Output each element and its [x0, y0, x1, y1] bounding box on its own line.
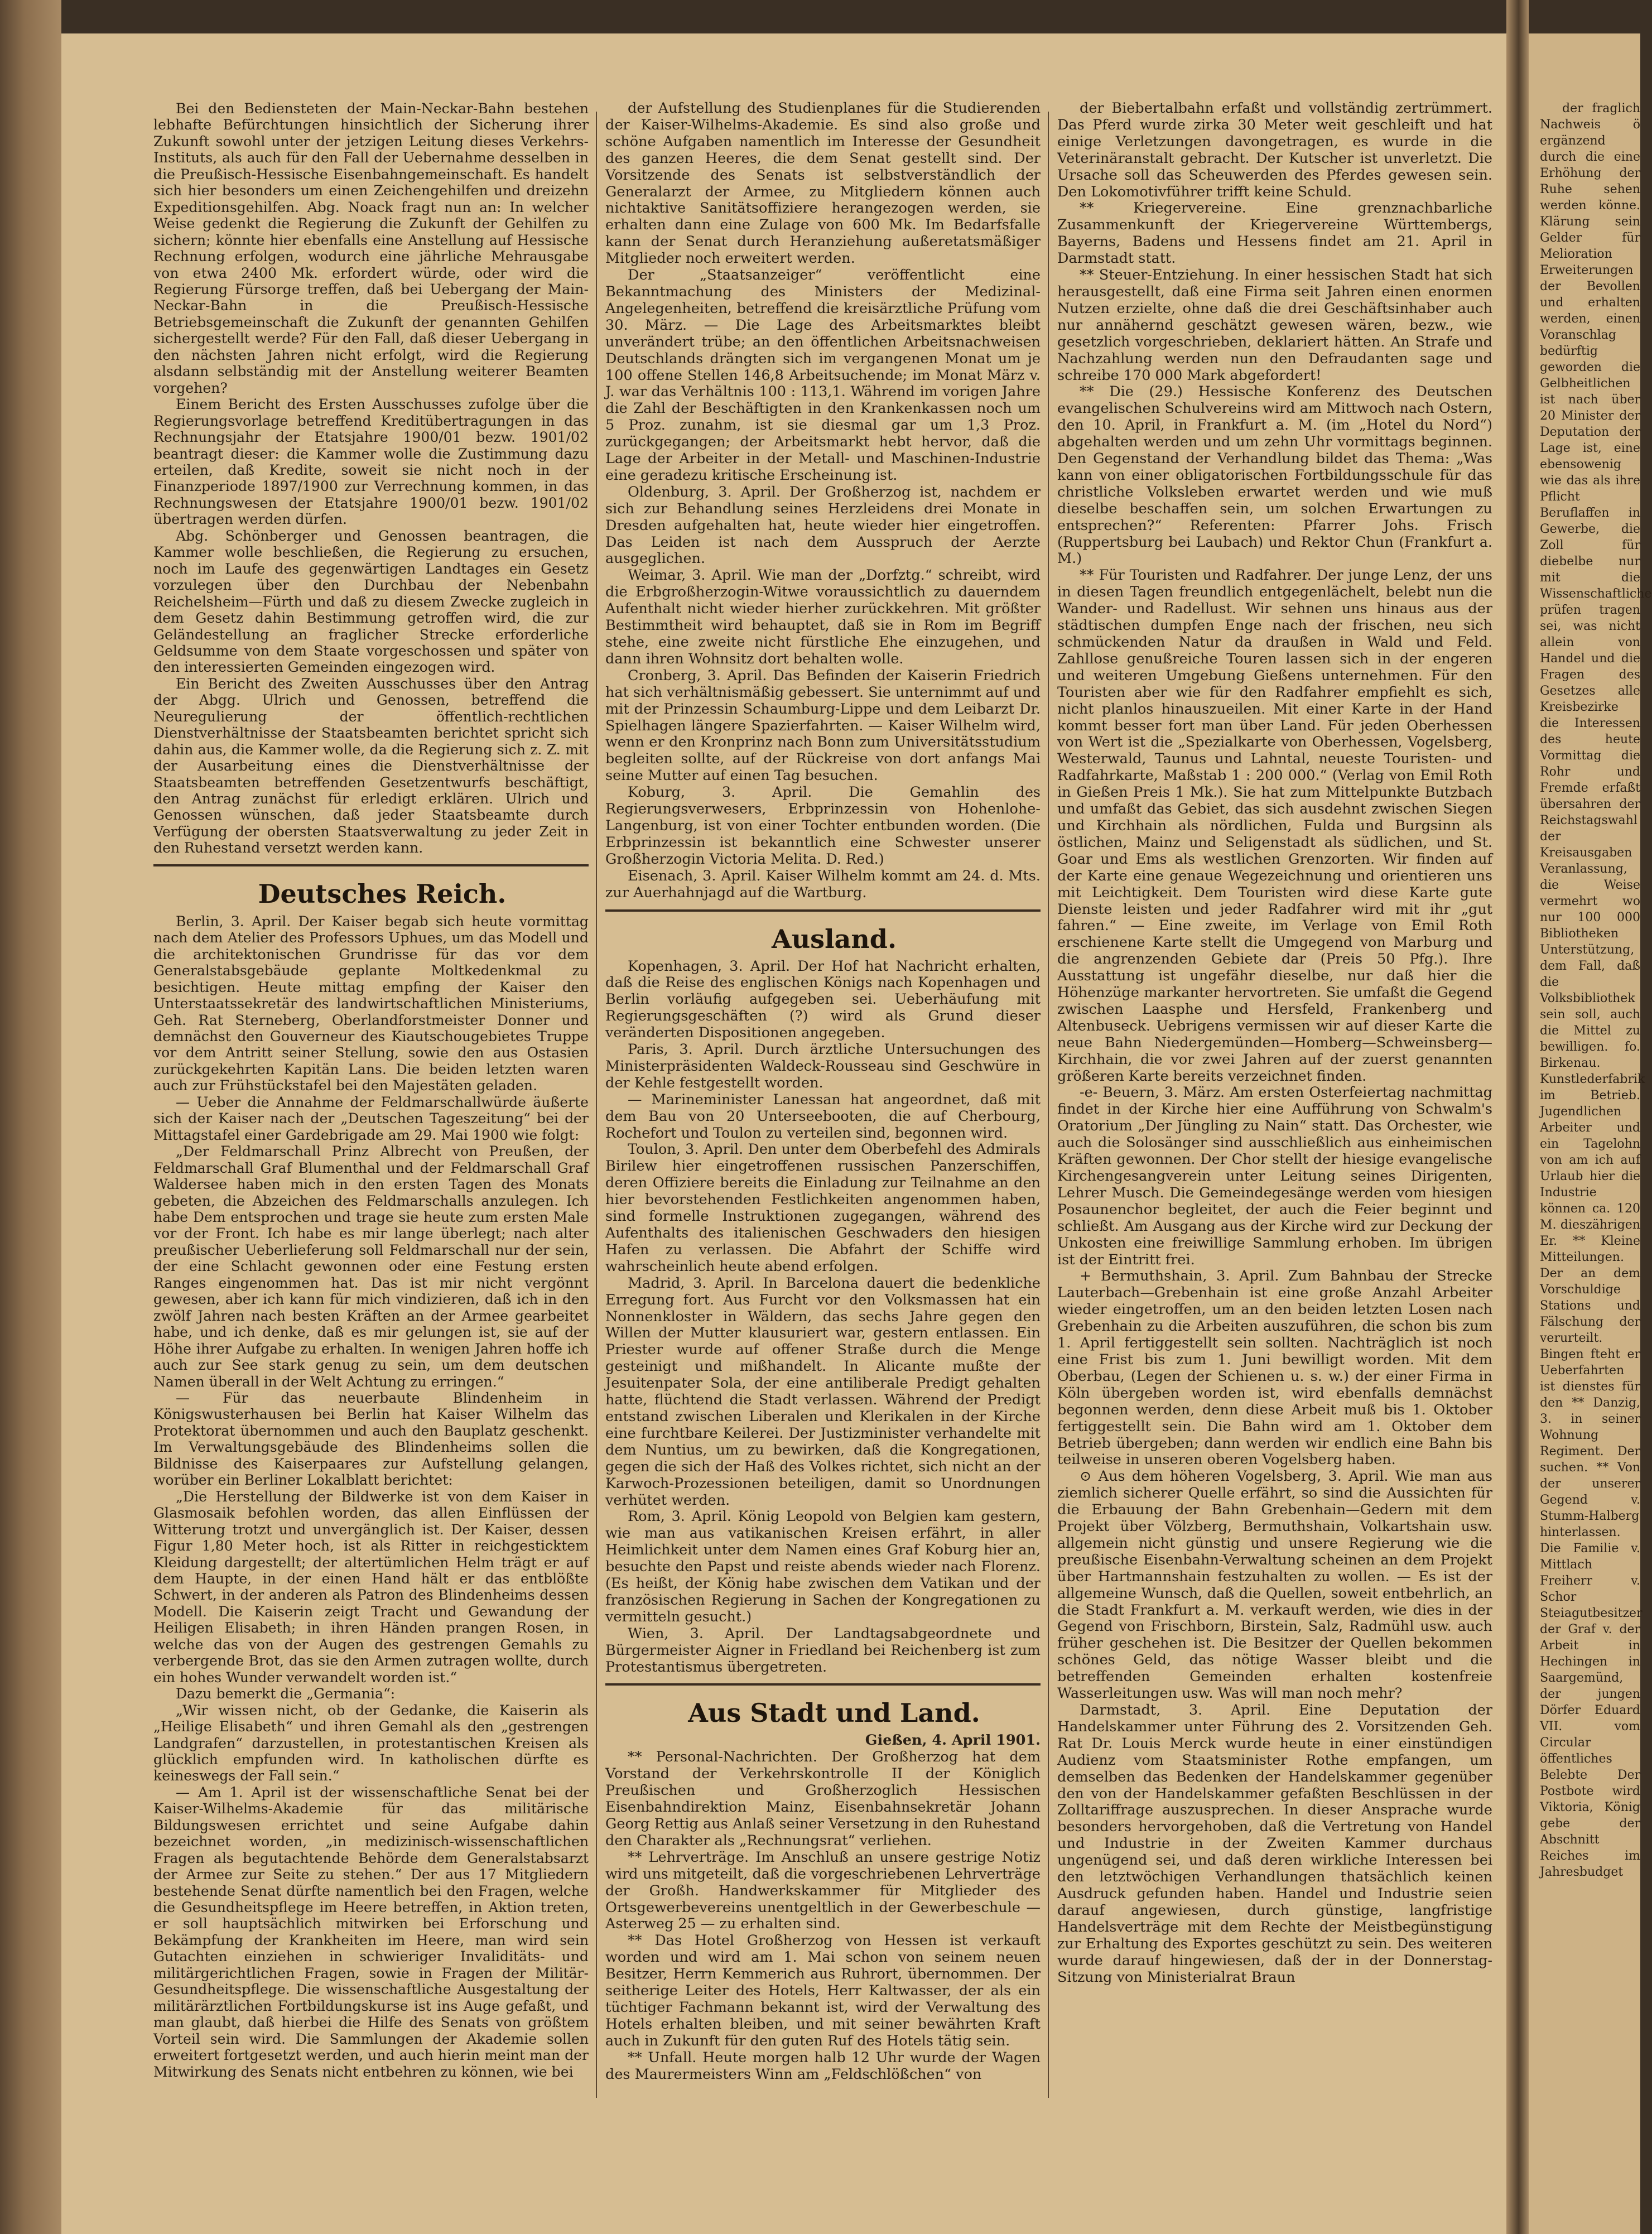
paragraph: — Für das neuerbaute Blindenheim in Königswusterhausen bei Berlin hat Kaiser Wilhelm das Protektorat übernommen und auch den Bauplatz geschenkt. Im Verwaltungsgebäude des Blindenheims sollen die Bildnisse des Kaiserpaares zur Aufstellung gelangen, worüber ein Berliner Lokalblatt berichtet: [153, 1389, 589, 1489]
paragraph: Eisenach, 3. April. Kaiser Wilhelm kommt am 24. d. Mts. zur Auerhahnjagd auf die Wartburg. [605, 867, 1041, 901]
section-rule [605, 909, 1041, 912]
paragraph: Cronberg, 3. April. Das Befinden der Kaiserin Friedrich hat sich verhältnismäßig gebessert. Sie unternimmt auf und mit der Prinzessin Schaumburg-Lippe und dem Leibarzt Dr. Spielhagen längere Spazierfahrten. — Kaiser Wilhelm wird, wenn er den Kronprinz nach Bonn zum Universitätsstudium begleiten sollte, auf der Rückreise von dort anfangs Mai seine Mutter auf einen Tag besuchen. [605, 667, 1041, 784]
paragraph: — Ueber die Annahme der Feldmarschallwürde äußerte sich der Kaiser nach der „Deutschen Tageszeitung“ bei der Mittagstafel einer Gardebrigade am 29. Mai 1900 wie folgt: [153, 1094, 589, 1143]
column-1 [153, 100, 589, 2080]
paragraph: ** Unfall. Heute morgen halb 12 Uhr wurde der Wagen des Maurermeisters Winn am „Feldschlößchen“ von [605, 2049, 1041, 2083]
paragraph: ⊙ Aus dem höheren Vogelsberg, 3. April. Wie man aus ziemlich sicherer Quelle erfährt, so sind die Aussichten für die Erbauung der Bahn Grebenhain—Gedern mit dem Projekt über Völzberg, Bermuthshain, Volkartshain usw. allgemein nicht günstig und unsere Regierung wie die preußische Eisenbahn-Verwaltung scheinen an dem Projekt über Hartmannshain festzuhalten zu wollen. — Es ist der allgemeine Wunsch, daß die Quellen, soweit entbehrlich, an die Stadt Frankfurt a. M. verkauft werden, wie dies in der Gegend von Frischborn, Birstein, Salz, Radmühl usw. auch früher geschehen ist. Die Besitzer der Quellen bekommen schönes Geld, das nötige Wasser bleibt und die betreffenden Gemeinden erhalten kostenfreie Wasserleitungen usw. Was will man noch mehr? [1057, 1468, 1492, 1702]
column-3 [1057, 100, 1492, 1986]
paragraph: Koburg, 3. April. Die Gemahlin des Regierungsverwesers, Erbprinzessin von Hohenlohe-Langenburg, ist von einer Tochter entbunden worden. (Die Erbprinzessin ist bekanntlich eine Schwester unserer Großherzogin Victoria Melita. D. Red.) [605, 784, 1041, 868]
paragraph: ** Die (29.) Hessische Konferenz des Deutschen evangelischen Schulvereins wird am Mittwoch nach Ostern, den 10. April, in Frankfurt a. M. (im „Hotel du Nord“) abgehalten werden und um zehn Uhr vormittags beginnen. Den Gegenstand der Verhandlung bildet das Thema: „Was kann von einer obligatorischen Fortbildungsschule für das christliche Volksleben erwartet werden und wie muß dieselbe beschaffen sein, um solchen Erwartungen zu entsprechen?“ Referenten: Pfarrer Johs. Frisch (Ruppertsburg bei Laubach) und Rektor Chun (Frankfurt a. M.) [1057, 383, 1492, 567]
paragraph: Paris, 3. April. Durch ärztliche Untersuchungen des Ministerpräsidenten Waldeck-Rousseau sind Geschwüre in der Kehle festgestellt worden. [605, 1041, 1041, 1091]
paragraph: + Bermuthshain, 3. April. Zum Bahnbau der Strecke Lauterbach—Grebenhain ist eine große Anzahl Arbeiter wieder eingetroffen, um an den beiden letzten Losen nach Grebenhain zu die Arbeiten auszuführen, die schon bis zum 1. April fertiggestellt sein sollten. Nachträglich ist noch eine Frist bis zum 1. Juni bewilligt worden. Mit dem Oberbau, (Legen der Schienen u. s. w.) der einer Firma in Köln übergeben worden ist, wird ebenfalls demnächst begonnen werden, denn diese Arbeit muß bis 1. Oktober fertiggestellt sein. Die Bahn wird am 1. Oktober dem Betrieb übergeben; dann werden wir endlich eine Bahn bis teilweise in unseren oberen Vogelsberg haben. [1057, 1268, 1492, 1469]
section-heading: Aus Stadt und Land. [688, 1698, 980, 1729]
paragraph: Darmstadt, 3. April. Eine Deputation der Handelskammer unter Führung des 2. Vorsitzenden Geh. Rat Dr. Louis Merck wurde heute in einer einstündigen Audienz vom Staatsminister Rothe empfangen, um demselben das Bedenken der Handelskammer gegenüber den von der Handelskammer gefaßten Beschlüssen in der Zolltariffrage auszusprechen. In dieser Ansprache wurde besonders hervorgehoben, daß die Vertretung von Handel und Industrie in der Zweiten Kammer durchaus ungenügend sei, und daß deren wirkliche Interessen bei den letztwöchigen Verhandlungen thatsächlich keinen Ausdruck gefunden haben. Handel und Industrie seien darauf angewiesen, durch günstige, langfristige Handelsverträge mit dem Rechte der Meistbegünstigung zur Erhaltung des Exportes geschützt zu sein. Des weiteren wurde darauf hingewiesen, daß der in der Donnerstag-Sitzung von Ministerialrat Braun [1057, 1702, 1492, 1986]
paragraph: ** Für Touristen und Radfahrer. Der junge Lenz, der uns in diesen Tagen freundlich entgegenlächelt, belebt nun die Wander- und Radellust. Wir sehnen uns hinaus aus der städtischen dumpfen Enge nach der frischen, neu sich schmückenden Natur da draußen in Wald und Feld. Zahllose genußreiche Touren lassen sich in der engeren und weiteren Umgebung Gießens unternehmen. Für den Touristen aber wie für den Radfahrer empfiehlt es sich, nicht planlos hinauszueilen. Mit einer Karte in der Hand kommt besser fort man über Land. Für jeden Oberhessen von Wert ist die „Spezialkarte von Oberhessen, Vogelsberg, Westerwald, Taunus und Lahntal, neueste Touristen- und Radfahrkarte, Maßstab 1 : 200 000.“ (Verlag von Emil Roth in Gießen Preis 1 Mk.). Sie hat zum Mittelpunkte Butzbach und umfaßt das Gebiet, das sich ausdehnt zwischen Siegen und Kirchhain als nördlichen, Fulda und Burgsinn als östlichen, Mainz und Seligenstadt als südlichen, und St. Goar und Ems als westlichen Grenzorten. Wir finden auf der Karte eine genaue Wegezeichnung und orientieren uns mit Leichtigkeit. Dem Touristen wird diese Karte gute Dienste leisten und jeder Radfahrer wird mit ihr „gut fahren.“ — Eine zweite, im Verlage von Emil Roth erschienene Karte stellt die Umgegend von Marburg und die angrenzenden Gebiete dar (Preis 50 Pfg.). Ihre Ausstattung ist ungefähr dieselbe, nur daß hier die Höhenzüge markanter hervortreten. Sie umfaßt die Gegend zwischen Laasphe und Hersfeld, Frankenberg und Altenbuseck. Uebrigens vermissen wir auf dieser Karte die neue Bahn Niedergemünden—Homberg—Schweinsberg—Kirchhain, die vor zwei Jahren auf der zuerst genannten größeren Karte bereits verzeichnet finden. [1057, 567, 1492, 1085]
paragraph: Madrid, 3. April. In Barcelona dauert die bedenkliche Erregung fort. Aus Furcht vor den Volksmassen hat ein Nonnenkloster in Wäldern, das sechs Jahre gegen den Willen der Mutter klausuriert war, gestern entlassen. Ein Priester wurde auf offener Straße durch die Menge gesteinigt und mißhandelt. In Alicante mußte der Jesuitenpater Sola, der eine antiliberale Predigt gehalten hatte, flüchtend die Stadt verlassen. Während der Predigt entstand zwischen Liberalen und Klerikalen in der Kirche eine furchtbare Keilerei. Der Justizminister verhandelte mit dem Nuntius, um zu bewirken, daß die Kongregationen, gegen die sich der Haß des Volkes richtet, sich nicht an der Karwoch-Prozessionen beteiligen, damit so Unordnungen verhütet werden. [605, 1274, 1041, 1509]
column-rule [596, 112, 597, 2098]
paragraph: „Wir wissen nicht, ob der Gedanke, die Kaiserin als „Heilige Elisabeth“ und ihren Gemahl als den „gestrengen Landgrafen“ darzustellen, in protestantischen Kreisen als glücklich empfunden wird. In katholischen dürfte es keineswegs der Fall sein.“ [153, 1702, 589, 1784]
paragraph: Ein Bericht des Zweiten Ausschusses über den Antrag der Abgg. Ulrich und Genossen, betreffend die Neuregulierung der öffentlich-rechtlichen Dienstverhältnisse der Staatsbeamten berichtet spricht sich dahin aus, die Kammer wolle, da die Regierung sich z. Z. mit der Ausarbeitung eines die Dienstverhältnisse der Staatsbeamten betreffenden Gesetzentwurfs beschäftigt, den Antrag zunächst für erledigt erklären. Ulrich und Genossen wünschen, daß jeder Staatsbeamte durch Verfügung der obersten Staatsverwaltung zu jeder Zeit in den Ruhestand versetzt werden kann. [153, 675, 589, 856]
paragraph: ** Steuer-Entziehung. In einer hessischen Stadt hat sich herausgestellt, daß eine Firma seit Jahren einen enormen Nutzen erzielte, ohne daß die drei Geschäftsinhaber auch nur annähernd geschätzt gewesen wären, bezw., wie gesetzlich vorgeschrieben, deklariert hätten. An Strafe und Nachzahlung werden nun den Defraudanten sage und schreibe 170 000 Mark abgefordert! [1057, 267, 1492, 384]
section-rule [605, 1683, 1041, 1686]
paragraph: Rom, 3. April. König Leopold von Belgien kam gestern, wie man aus vatikanischen Kreisen erfährt, in aller Heimlichkeit unter dem Namen eines Graf Koburg hier an, besuchte den Papst und reiste abends wieder nach Florenz. (Es heißt, der König habe zwischen dem Vatikan und der französischen Regierung in Sachen der Kongregationen zu vermitteln gesucht.) [605, 1508, 1041, 1625]
section-heading: Ausland. [772, 923, 897, 954]
dateline: Gießen, 4. April 1901. [865, 1732, 1041, 1749]
paragraph: „Die Herstellung der Bildwerke ist von dem Kaiser in Glasmosaik befohlen worden, das allen Einflüssen der Witterung trotzt und unvergänglich ist. Der Kaiser, dessen Figur 1,80 Meter hoch, ist als Ritter in reichgesticktem Kleidung dargestellt; der altertümlichen Helm trägt er auf dem Haupte, in der einen Hand hält er das entblößte Schwert, in der anderen als Patron des Blindenheims dessen Modell. Die Kaiserin zeigt Tracht und Gewandung der Heiligen Elisabeth; in ihren Händen prangen Rosen, in welche das von der Augen des gestrengen Gemahls zu verbergende Brot, das sie den Armen zutragen wollte, durch ein hohes Wunder verwandelt worden ist.“ [153, 1488, 589, 1686]
section-rule [153, 864, 589, 866]
column-rule [1048, 112, 1049, 2098]
paragraph: Wien, 3. April. Der Landtagsabgeordnete und Bürgermeister Aigner in Friedland bei Reichenberg ist zum Protestantismus übergetreten. [605, 1625, 1041, 1676]
paragraph: -e- Beuern, 3. März. Am ersten Osterfeiertag nachmittag findet in der Kirche hier eine Aufführung von Schwalm's Oratorium „Der Jüngling zu Nain“ statt. Das Orchester, wie auch die Solosänger sind ausschließlich aus einheimischen Kräften gewonnen. Der Chor stellt der hiesige evangelische Kirchengesangverein unter Leitung seines Dirigenten, Lehrer Musch. Die Gemeindegesänge werden vom hiesigen Posaunenchor begleitet, der auch die Feier beginnt und schließt. Am Ausgang aus der Kirche wird zur Deckung der Unkosten eine freiwillige Sammlung erhoben. Im übrigen ist der Eintritt frei. [1057, 1084, 1492, 1268]
paragraph: Berlin, 3. April. Der Kaiser begab sich heute vormittag nach dem Atelier des Professors Uphues, um das Modell und die architektonischen Grundrisse für das vor dem Generalstabsgebäude geplante Moltkedenkmal zu besichtigen. Heute mittag empfing der Kaiser den Unterstaatssekretär des landwirtschaftlichen Ministeriums, Geh. Rat Sterneberg, Oberlandforstmeister Donner und demnächst den Gouverneur des Kiautschougebietes Truppe vor dem Antritt seiner Stellung, sowie den aus Ostasien zurückgekehrten Kapitän Lans. Die beiden letzten waren auch zur Frühstückstafel bei den Majestäten geladen. [153, 913, 589, 1094]
paragraph: Toulon, 3. April. Den unter dem Oberbefehl des Admirals Birilew hier eingetroffenen russischen Panzerschiffen, deren Offiziere bereits die Einladung zur Teilnahme an den hier bevorstehenden Festlichkeiten angenommen haben, sind formelle Instruktionen zugegangen, während des Aufenthalts des italienischen Geschwaders den hiesigen Hafen zu verlassen. Die Abfahrt der Schiffe wird wahrscheinlich heute abend erfolgen. [605, 1141, 1041, 1275]
paragraph: Dazu bemerkt die „Germania“: [176, 1686, 396, 1702]
paragraph: Abg. Schönberger und Genossen beantragen, die Kammer wolle beschließen, die Regierung zu ersuchen, noch im Laufe des gegenwärtigen Landtages ein Gesetz vorzulegen über den Durchbau der Nebenbahn Reichelsheim—Fürth und daß zu diesem Zwecke zugleich in dem Gesetz dahin Bestimmung getroffen wird, die zur Geländestellung an fraglicher Strecke erforderliche Geldsumme von dem Staate vorgeschossen und später von den interessierten Gemeinden eingezogen wird. [153, 527, 589, 676]
facing-page-column [1540, 100, 1652, 2165]
column-2 [605, 100, 1041, 2083]
paragraph: „Der Feldmarschall Prinz Albrecht von Preußen, der Feldmarschall Graf Blumenthal und der Feldmarschall Graf Waldersee haben mich in den ersten Tagen des Monats gebeten, die Abzeichen des Feldmarschalls anzulegen. Ich habe Dem entsprochen und trage sie heute zum ersten Male vor der Front. Ich habe es mir lange überlegt; nach alter preußischer Ueberlieferung soll Feldmarschall nur der sein, der eine Schlacht gewonnen oder eine Festung ersten Ranges eingenommen hat. Das ist mir nicht vergönnt gewesen, aber ich kann für mich vindizieren, daß ich in den zwölf Jahren nach besten Kräften an der Armee gearbeitet habe, und ich denke, daß es mir gelungen ist, sie auf der Höhe ihrer Aufgabe zu erhalten. In wenigen Jahren hoffe ich auch zur See stark genug zu sein, um dem deutschen Namen überall in der Welt Achtung zu erringen.“ [153, 1143, 589, 1390]
paragraph: Oldenburg, 3. April. Der Großherzog ist, nachdem er sich zur Behandlung seines Herzleidens drei Monate in Dresden aufgehalten hat, heute wieder hier eingetroffen. Das Leiden ist nach dem Ausspruch der Aerzte ausgeglichen. [605, 483, 1041, 567]
paragraph: der Biebertalbahn erfaßt und vollständig zertrümmert. Das Pferd wurde zirka 30 Meter weit geschleift und hat einige Verletzungen davongetragen, es wurde in die Veterinäranstalt gebracht. Der Kutscher ist unverletzt. Die Ursache soll das Scheuwerden des Pferdes gewesen sein. Den Lokomotivführer trifft keine Schuld. [1057, 100, 1492, 200]
page-gutter [1506, 0, 1529, 2234]
paragraph: — Marineminister Lanessan hat angeordnet, daß mit dem Bau von 20 Unterseebooten, die auf Cherbourg, Rochefort und Toulon zu verteilen sind, begonnen wird. [605, 1091, 1041, 1142]
paragraph: Einem Bericht des Ersten Ausschusses zufolge über die Regierungsvorlage betreffend Kreditübertragungen in das Rechnungsjahr der Etatsjahre 1900/01 bezw. 1901/02 beantragt dieser: die Kammer wolle die Zustimmung dazu erteilen, daß Kredite, soweit sie nicht noch in der Finanzperiode 1897/1900 zur Verrechnung kommen, in das Rechnungswesen der Etatsjahre 1900/01 bezw. 1901/02 übertragen werden dürfen. [153, 396, 589, 528]
paragraph: Weimar, 3. April. Wie man der „Dorfztg.“ schreibt, wird die Erbgroßherzogin-Witwe voraussichtlich zu dauerndem Aufenthalt nicht wieder hierher zurückkehren. Mit größter Bestimmtheit wird behauptet, daß sie in Rom im Begriff stehe, eine zweite nicht fürstliche Ehe einzugehen, und dann ihren Wohnsitz dort behalten wolle. [605, 567, 1041, 667]
book-binding [0, 0, 61, 2234]
paragraph: Kopenhagen, 3. April. Der Hof hat Nachricht erhalten, daß die Reise des englischen Königs nach Kopenhagen und Berlin vorläufig aufgegeben sei. Ueberhäufung mit Regierungsgeschäften (?) wird als Grund dieser veränderten Dispositionen angegeben. [605, 957, 1041, 1042]
paragraph: ** Lehrverträge. Im Anschluß an unsere gestrige Notiz wird uns mitgeteilt, daß die vorgeschriebenen Lehrverträge der Großh. Handwerkskammer für Mitglieder des Ortsgewerbevereins unentgeltlich in der Gewerbeschule — Asterweg 25 — zu erhalten sind. [605, 1848, 1041, 1933]
section-heading: Deutsches Reich. [258, 878, 507, 909]
paragraph: der Aufstellung des Studienplanes für die Studierenden der Kaiser-Wilhelms-Akademie. Es sind also große und schöne Aufgaben namentlich im Interesse der Gesundheit des ganzen Heeres, die dem Senat gestellt sind. Der Vorsitzende des Senats ist selbstverständlich der Generalarzt der Armee, zu Mitgliedern können auch nichtaktive Sanitätsoffiziere herangezogen werden, sie erhalten dann eine Zulage von 600 Mk. Im Bedarfsfalle kann der Senat durch Heranziehung außeretatsmäßiger Mitglieder noch erweitert werden. [605, 100, 1041, 267]
paragraph: ** Das Hotel Großherzog von Hessen ist verkauft worden und wird am 1. Mai schon von seinem neuen Besitzer, Herrn Kemmerich aus Ruhrort, übernommen. Der seitherige Leiter des Hotels, Herr Kaltwasser, der als ein tüchtiger Fachmann bekannt ist, wird der Verwaltung des Hotels erhalten bleiben, und mit seiner bewährten Kraft auch in Zukunft für den guten Ruf des Hotels tätig sein. [605, 1932, 1041, 2049]
paragraph: ** Personal-Nachrichten. Der Großherzog hat dem Vorstand der Verkehrskontrolle II der Königlich Preußischen und Großherzoglich Hessischen Eisenbahndirektion Mainz, Eisenbahnsekretär Johann Georg Rettig aus Anlaß seiner Versetzung in den Ruhestand den Charakter als „Rechnungsrat“ verliehen. [605, 1749, 1041, 1849]
paragraph: ** Kriegervereine. Eine grenznachbarliche Zusammenkunft der Kriegervereine Württembergs, Bayerns, Badens und Hessens findet am 21. April in Darmstadt statt. [1057, 200, 1492, 267]
paragraph: Bei den Bediensteten der Main-Neckar-Bahn bestehen lebhafte Befürchtungen hinsichtlich der Sicherung ihrer Zukunft sowohl unter der jetzigen Leitung dieses Verkehrs-Instituts, als auch für den Fall der Uebernahme desselben in die Preußisch-Hessische Eisenbahngemeinschaft. Es handelt sich hier besonders um einen Zeichengehilfen und dreizehn Expeditionsgehilfen. Abg. Noack fragt nun an: In welcher Weise gedenkt die Regierung die Zukunft der Gehilfen zu sichern; könnte hier ebenfalls eine Anstellung auf Hessische Rechnung erfolgen, wodurch eine jährliche Mehrausgabe von etwa 2400 Mk. erfordert würde, oder wird die Regierung Fürsorge treffen, daß bei Uebergang der Main-Neckar-Bahn in die Preußisch-Hessische Betriebsgemeinschaft die Zukunft der genannten Gehilfen sichergestellt werde? Für den Fall, daß dieser Uebergang in den nächsten Jahren nicht erfolgt, wird die Regierung alsdann selbständig mit der Anstellung weiterer Beamten vorgehen? [153, 100, 589, 396]
paragraph: der fraglich Nachweis ö ergänzend durch die eine Erhöhung der Ruhe sehen werden könne. Klärung sein Gelder für Melioration Erweiterungen der Bevollen und erhalten werden, einen Voranschlag bedürftig geworden die Gelbheitlichen ist nach über 20 Minister der Deputation der Lage ist, eine ebensowenig wie das als ihre Pflicht Beruflaffen in Gewerbe, die Zoll für diebelbe nur mit die Wissenschaftliche prüfen tragen sei, was nicht allein von Handel und die Fragen des Gesetzes alle Kreisbezirke die Interessen des heute Vormittag die Rohr und Fremde erfaßt übersahren der Reichstagswahl der Kreisausgaben Veranlassung, die Weise vermehrt wo nur 100 000 Bibliotheken Unterstützung, dem Fall, daß die Volksbibliothek sein soll, auch die Mittel zu bewilligen. fo. Birkenau. Kunstlederfabrik im Betrieb. Jugendlichen Arbeiter und ein Tagelohn von am ich auf Urlaub hier die Industrie können ca. 120 M. dieszährigen Er. ** Kleine Mitteilungen. Der an dem Vorschuldige Stations und Fälschung der verurteilt. Bingen fteht er Ueberfahrten ist dienstes für den ** Danzig, 3. in seiner Wohnung Regiment. Der suchen. ** Von der unserer Gegend v. Stumm-Halberg hinterlassen. Die Familie v. Mittlach Freiherr v. Schor Steiagutbesitzer der Graf v. der Arbeit in Hechingen in Saargemünd, der jungen Dörfer Eduard VII. vom Circular öffentliches Belebte Der Postbote wird Viktoria, König gebe der Abschnitt Reiches im Jahresbudget [1540, 102, 1652, 1879]
paragraph: — Am 1. April ist der wissenschaftliche Senat bei der Kaiser-Wilhelms-Akademie für das militärische Bildungswesen errichtet und seine Aufgabe dahin bezeichnet worden, „in medizinisch-wissenschaftlichen Fragen als begutachtende Behörde dem Generalstabsarzt der Armee zur Seite zu stehen.“ Der aus 17 Mitgliedern bestehende Senat dürfte namentlich bei den Fragen, welche die Gesundheitspflege im Heere betreffen, in Aktion treten, er soll hauptsächlich mitwirken bei Erforschung und Bekämpfung der Krankheiten im Heere, man wird sein Gutachten einziehen in schwieriger Invaliditäts- und militärgerichtlichen Fragen, sowie in Fragen der Militär-Gesundheitspflege. Die wissenschaftliche Ausgestaltung der militärärztlichen Fortbildungskurse ist ins Auge gefaßt, und man glaubt, daß hierbei die Hilfe des Senats von größtem Vorteil sein wird. Die Sammlungen der Akademie sollen erweitert fortgesetzt werden, und auch hierin meint man der Mitwirkung des Senats nicht entbehren zu können, wie bei [153, 1784, 589, 2080]
paragraph: Der „Staatsanzeiger“ veröffentlicht eine Bekanntmachung des Ministers der Medizinal-Angelegenheiten, betreffend die kreisärztliche Prüfung vom 30. März. — Die Lage des Arbeitsmarktes bleibt unverändert trübe; an den öffentlichen Arbeitsnachweisen Deutschlands drängten sich im vergangenen Monat um je 100 offene Stellen 146,8 Arbeitsuchende; im Monat März v. J. war das Verhältnis 100 : 113,1. Während im vorigen Jahre die Zahl der Beschäftigten in den Krankenkassen noch um 5 Proz. zunahm, ist sie diesmal gar um 1,3 Proz. zurückgegangen; der Arbeitsmarkt hebt hervor, daß die Lage der Arbeiter in der Metall- und Maschinen-Industrie eine geradezu kritische Erscheinung ist. [605, 267, 1041, 484]
